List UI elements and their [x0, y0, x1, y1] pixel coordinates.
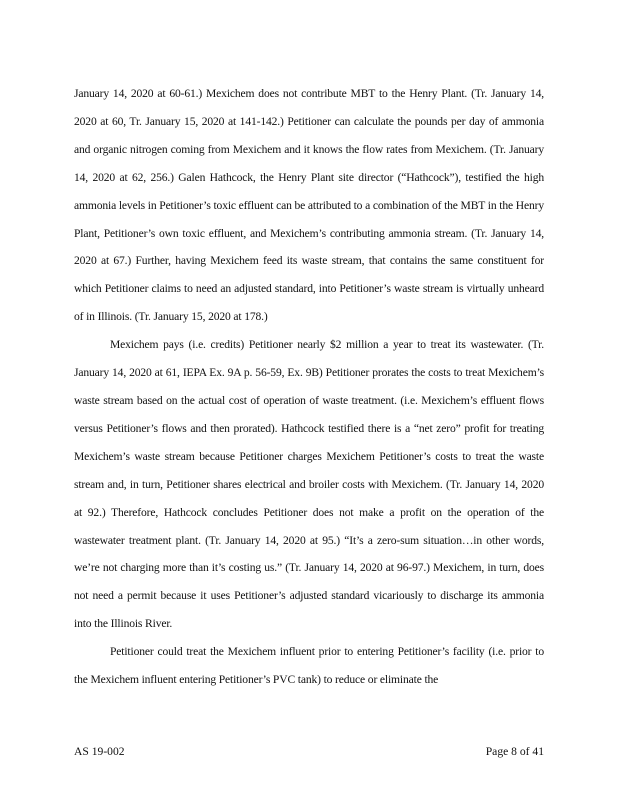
paragraph-1: January 14, 2020 at 60-61.) Mexichem does not contribute MBT to the Henry Plant. (Tr. January 14, 2020 at 60, Tr. January 15, 2020 at 141-142.) Petitioner can calculate the pounds per day of ammonia and organic nitrogen coming from Mexichem and it knows the flow rates from Mexichem. (Tr. January 14, 2020 at 62, 256.) Galen Hathcock, the Henry Plant site director (“Hathcock”), testified the high ammonia levels in Petitioner’s toxic effluent can be attributed to a combination of the MBT in the Henry Plant, Petitioner’s own toxic effluent, and Mexichem’s contributing ammonia stream. (Tr. January 14, 2020 at 67.) Further, having Mexichem feed its waste stream, that contains the same constituent for which Petitioner claims to need an adjusted standard, into Petitioner’s waste stream is virtually unheard of in Illinois. (Tr. January 15, 2020 at 178.)	[74, 87, 544, 324]
page-number: Page 8 of 41	[485, 745, 544, 758]
paragraph-3: Petitioner could treat the Mexichem influent prior to entering Petitioner’s facility (i.e. prior to the Mexichem influent entering Petitioner’s PVC tank) to reduce or eliminate the	[74, 645, 544, 687]
document-body	[74, 80, 544, 694]
case-number: AS 19-002	[74, 745, 125, 758]
paragraph-2: Mexichem pays (i.e. credits) Petitioner nearly $2 million a year to treat its wastewater. (Tr. January 14, 2020 at 61, IEPA Ex. 9A p. 56-59, Ex. 9B) Petitioner prorates the costs to treat Mexichem’s waste stream based on the actual cost of operation of waste treatment. (i.e. Mexichem’s effluent flows versus Petitioner’s flows and then prorated). Hathcock testified there is a “net zero” profit for treating Mexichem’s waste stream because Petitioner charges Mexichem Petitioner’s costs to treat the waste stream and, in turn, Petitioner shares electrical and broiler costs with Mexichem. (Tr. January 14, 2020 at 92.) Therefore, Hathcock concludes Petitioner does not make a profit on the operation of the wastewater treatment plant. (Tr. January 14, 2020 at 95.) “It’s a zero-sum situation…in other words, we’re not charging more than it’s costing us.” (Tr. January 14, 2020 at 96-97.) Mexichem, in turn, does not need a permit because it uses Petitioner’s adjusted standard vicariously to discharge its ammonia into the Illinois River.	[74, 338, 544, 631]
page-footer	[74, 742, 544, 762]
